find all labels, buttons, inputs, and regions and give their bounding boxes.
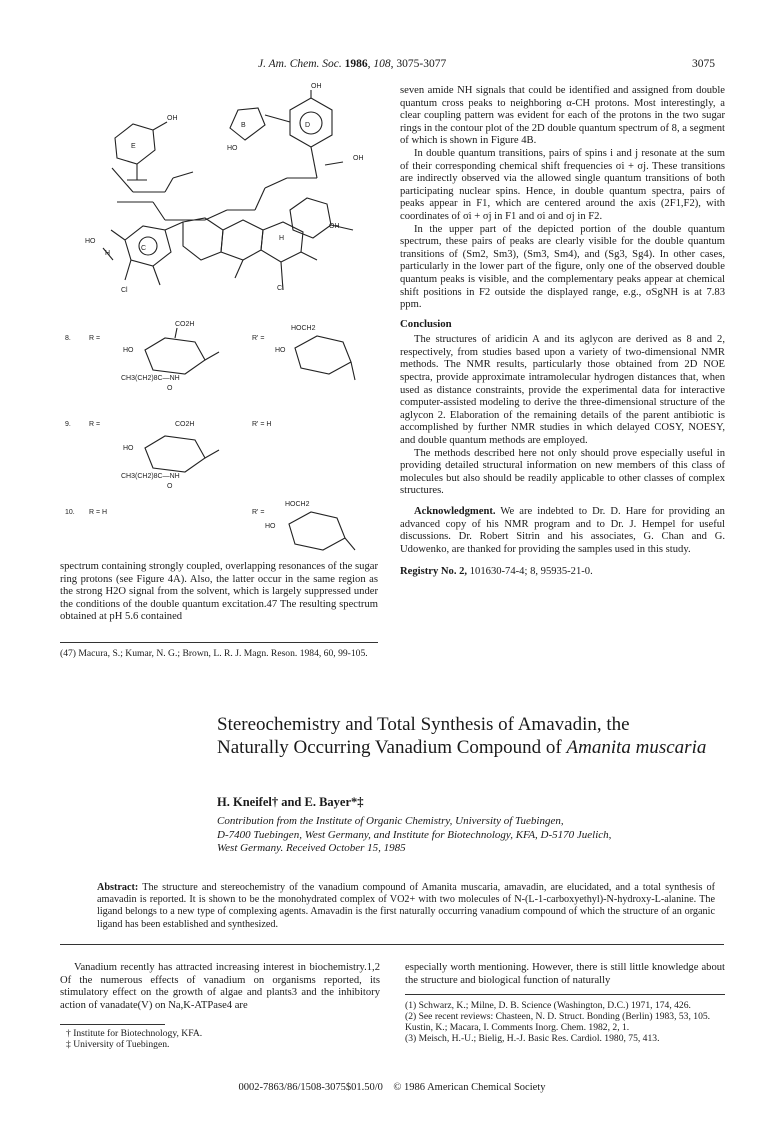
article-affiliation (217, 815, 717, 856)
registry-text: 101630-74-4; 8, 95935-21-0. (469, 566, 593, 578)
ring-e-label: E (131, 143, 136, 150)
compound-9-label: 9. (65, 421, 71, 428)
page-number: 3075 (692, 58, 715, 70)
acknowledgment-heading: Acknowledgment. (414, 506, 496, 517)
title-italic: Amanita muscaria (566, 737, 707, 758)
body-right-footnotes (405, 1000, 725, 1044)
left-column-text (60, 561, 378, 624)
conclusion-heading: Conclusion (400, 317, 452, 330)
ho-label: HO (275, 347, 286, 354)
article-title (217, 713, 717, 759)
right-column-text (400, 85, 725, 579)
journal-name: J. Am. Chem. Soc. (258, 58, 342, 70)
body-right-footnote-divider (405, 994, 725, 995)
page-footer (0, 1082, 784, 1093)
right-paragraph-2: In double quantum transitions, pairs of spins i and j resonate at the sum of their corresponding chemical shift frequencies σi + σj. These transitions are indirectly observed via the allowed single quantum transitions of both participating nuclear spins. Hence, in double quantum spectra, pairs of peaks appear in F1, which are centered around the axis (2F1,F2), with coordinates of σi + σj in F1 and σi and σj in F2. (400, 147, 725, 222)
acyl-chain-label: CH3(CH2)8C—NH (121, 375, 180, 382)
body-right-text (405, 962, 725, 987)
body-left-footnotes (66, 1028, 366, 1050)
ho-label: HO (227, 145, 238, 152)
ring-c-label: C (141, 245, 147, 252)
ring-right-hexagon (290, 198, 331, 238)
oh-label: OH (353, 155, 364, 162)
hoch2-label: HOCH2 (291, 325, 316, 332)
r-substituent-10: R = H (89, 509, 108, 516)
carbonyl-o-label: O (167, 483, 173, 490)
right-paragraph-3: In the upper part of the depicted portion of the double quantum spectrum, these pairs of peaks are clearly visible for the double quantum transitions of (Sm2, Sm3), (Sm3, Sm4), and (Sg3, Sg4). In other cases, particularly in the lower part of the figure, only one of the observed double quantum peaks is visible, and the complementary peaks appear at chemical shift positions in F2 outside the displayed range, e.g., σSgNH is at 7.83 ppm. (400, 223, 725, 311)
sugar-8-rprime (295, 336, 351, 374)
body-left-text (60, 962, 380, 1012)
footnote-double-dagger: ‡ University of Tuebingen. (66, 1039, 170, 1050)
footnote-2: (2) See recent reviews: Chasteen, N. D. Struct. Bonding (Berlin) 1983, 53, 105. Kustin, K.; Macara, I. Comments Inorg. Chem. 1982, 2, 1. (405, 1011, 711, 1033)
ho-label: HO (123, 445, 134, 452)
chemical-structure-figure (55, 80, 380, 558)
acknowledgment (400, 506, 725, 556)
right-paragraph-1: seven amide NH signals that could be identified and assigned from double quantum cross peaks to neighboring α-CH protons. Most interestingly, a clear coupling pattern was evident for each of the protons in the two sugar rings in the contour plot of the 2D double quantum spectrum of 8, a segment of which is shown in Figure 4B. (400, 85, 725, 147)
ring-c-hexagon (125, 226, 171, 266)
co2h-label: CO2H (175, 421, 195, 428)
title-line-2-text: Naturally Occurring Vanadium Compound of (217, 737, 562, 758)
body-left-footnote-divider (60, 1024, 165, 1025)
footer-copyright: © 1986 American Chemical Society (393, 1082, 546, 1093)
acknowledgment-text: We are indebted to Dr. D. Hare for providing an advanced copy of his NMR program and to Dr. J. Hempel for useful discussions. Dr. Robert Sitrin and his associates, G. Chan and G. Udowenko, are thanked for providing the samples used in this study. (400, 506, 725, 555)
ring-d-label: D (305, 122, 311, 129)
right-paragraph-4: The structures of aridicin A and its aglycon are derived as 8 and 2, respectively, from studies based upon a variety of two-dimensional NMR methods. The NMR results, particularly those obtained from 2D NOE spectra, provide approximate intramolecular hydrogen distances that, when used as distance constraints, provide the experimental data for interactive computer-assisted modeling to derive the three-dimensional structure of the aglycon 2. Elaboration of the remaining details of the parent antibiotic is accomplished by further NMR studies in which delayed COSY, NOESY, and double quantum methods are employed. (400, 334, 725, 447)
h-label: H (279, 235, 285, 242)
ring-b-pentagon (230, 108, 265, 140)
affil-line-3: West Germany. Received October 15, 1985 (217, 842, 406, 854)
abstract-text: The structure and stereochemistry of the vanadium compound of Amanita muscaria, amavadin, are elucidated, and a total synthesis of amavadin is reported. It is shown to be the monohydrated complex of VO2+ with two molecules of N-(L-1-carboxyethyl)-N-hydroxy-L-alanine. The ligand belongs to a new type of complexing agents. Amavadin is the first naturally occurring vanadium compound of which the structure of an organic ligand has been established and synthesized. (97, 882, 715, 930)
journal-pages: 3075-3077 (396, 58, 447, 70)
ho-label: HO (265, 523, 276, 530)
journal-year: 1986 (344, 58, 368, 70)
sugar-9 (145, 436, 205, 472)
r-substituent-9: R = (89, 421, 101, 428)
footnote-divider (60, 642, 378, 643)
oh-label: OH (311, 83, 322, 90)
ring-d-hexagon (290, 98, 332, 147)
h-label: H (105, 250, 111, 257)
r-substituent-8: R = (89, 335, 101, 342)
hoch2-label: HOCH2 (285, 501, 310, 508)
abstract-divider (60, 944, 724, 945)
compound-10-label: 10. (65, 509, 75, 516)
cl-label: Cl (277, 285, 284, 292)
footnote-dagger: † Institute for Biotechnology, KFA. (66, 1028, 203, 1039)
co2h-label: CO2H (175, 321, 195, 328)
acyl-chain-label: CH3(CH2)8C—NH (121, 473, 180, 480)
body-right-paragraph: especially worth mentioning. However, there is still little knowledge about the structure and biological function of naturally (405, 962, 725, 986)
registry-heading: Registry No. 2, (400, 566, 468, 578)
abstract-label: Abstract: (97, 882, 139, 893)
article-authors: H. Kneifel† and E. Bayer*‡ (217, 795, 364, 809)
left-paragraph: spectrum containing strongly coupled, overlapping resonances of the sugar ring protons (see Figure 4A). Also, the latter occur in the same region as the strong H2O signal from the solvent, which is largely suppressed under the conditions of the double quantum excitation.47 The resulting spectrum obtained at pH 5.6 contained (60, 561, 378, 623)
right-paragraph-5: The methods described here not only should prove especially useful in providing detailed structural information on new members of this class of molecules but also should be readily applicable to other classes of complex structures. (400, 447, 725, 497)
footnote-3: (3) Meisch, H.-U.; Bielig, H.-J. Basic Res. Cardiol. 1980, 75, 413. (405, 1033, 660, 1044)
ho-label: HO (123, 347, 134, 354)
oh-label: OH (167, 115, 178, 122)
affil-line-1: Contribution from the Institute of Organic Chemistry, University of Tuebingen, (217, 815, 564, 827)
ho-label: HO (85, 238, 96, 245)
cl-label: Cl (121, 287, 128, 294)
footer-code: 0002-7863/86/1508-3075$01.50/0 (238, 1082, 383, 1093)
sugar-8 (145, 338, 205, 374)
title-line-2 (217, 736, 717, 759)
footnote-47: (47) Macura, S.; Kumar, N. G.; Brown, L. R. J. Magn. Reson. 1984, 60, 99-105. (60, 648, 368, 659)
journal-volume: 108 (373, 58, 391, 70)
rprime-substituent-9: R' = H (252, 421, 272, 428)
body-left-paragraph: Vanadium recently has attracted increasing interest in biochemistry.1,2 Of the numerous effects of vanadium on organisms reported, its stimulatory effect on the growth of algae and plants3 and the inhibitory action of vanadate(V) on Na,K-ATPase4 are (60, 962, 380, 1011)
ring-b-label: B (241, 122, 246, 129)
rprime-substituent-10: R' = (252, 509, 265, 516)
carbonyl-o-label: O (167, 385, 173, 392)
abstract (97, 882, 715, 931)
oh-label: OH (329, 223, 340, 230)
footnote-1: (1) Schwarz, K.; Milne, D. B. Science (Washington, D.C.) 1971, 174, 426. (405, 1000, 691, 1011)
rprime-substituent-8: R' = (252, 335, 265, 342)
compound-8-label: 8. (65, 335, 71, 342)
affil-line-2: D-7400 Tuebingen, West Germany, and Institute for Biotechnology, KFA, D-5170 Juelich, (217, 828, 612, 841)
sugar-10-rprime (289, 512, 345, 550)
title-line-1: Stereochemistry and Total Synthesis of Amavadin, the (217, 714, 630, 735)
running-header: J. Am. Chem. Soc. 1986, 108, 3075-3077 (258, 58, 447, 70)
registry-numbers (400, 566, 725, 579)
